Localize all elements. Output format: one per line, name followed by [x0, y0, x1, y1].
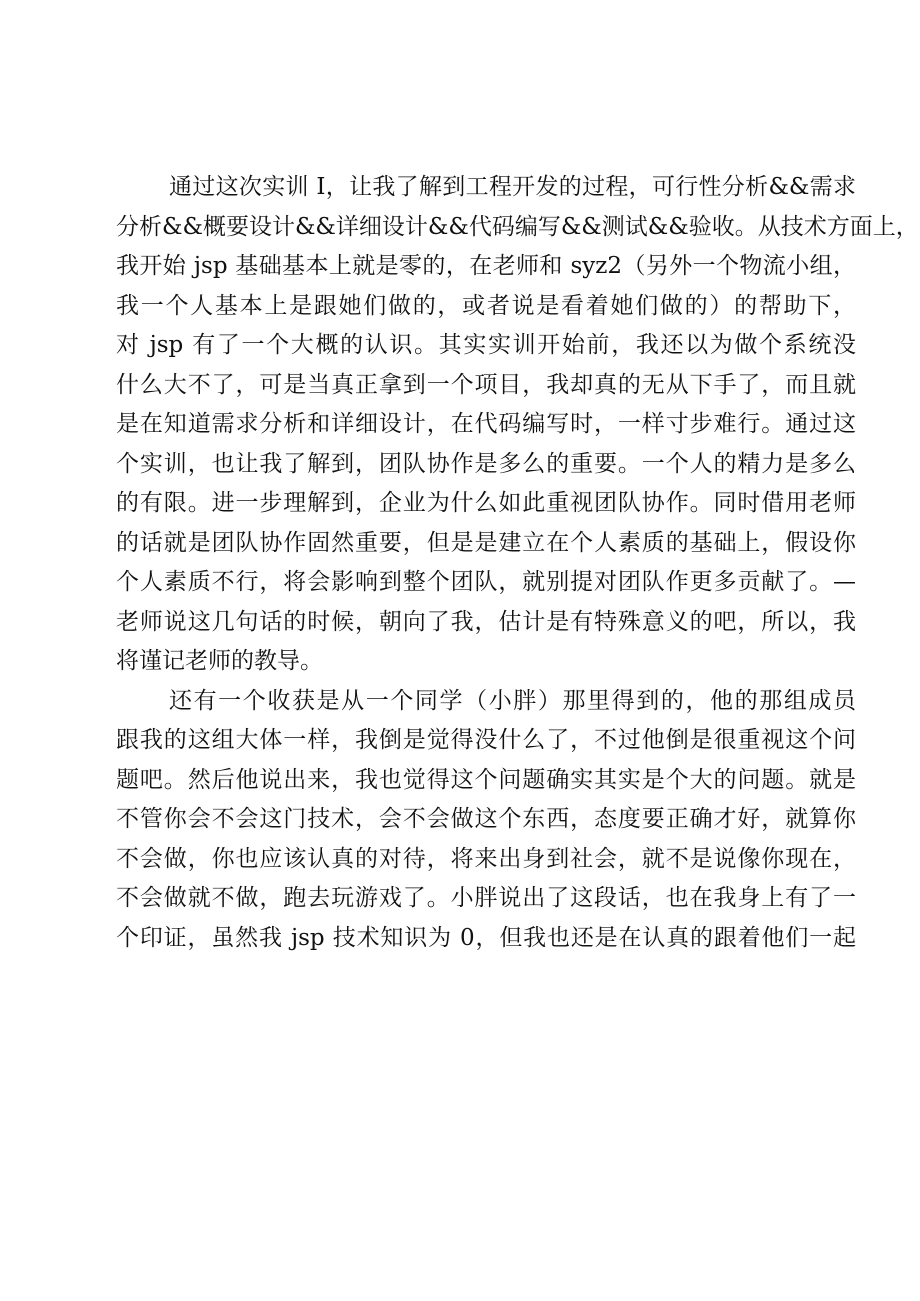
text-line: 老师说这几句话的时候，朝向了我，估计是有特殊意义的吧，所以，我 [116, 608, 856, 635]
text-line: 什么大不了，可是当真正拿到一个项目，我却真的无从下手了，而且就 [116, 371, 856, 398]
text-line: 不会做就不做，跑去玩游戏了。小胖说出了这段话，也在我身上有了一 [116, 885, 856, 911]
text-line: 个人素质不行，将会影响到整个团队，就别提对团队作更多贡献了。— [116, 569, 856, 595]
text-line: 还有一个收获是从一个同学（小胖）那里得到的，他的那组成员 [169, 687, 856, 714]
text-line: 将谨记老师的教导。 [116, 648, 323, 674]
text-line: 通过这次实训 I，让我了解到工程开发的过程，可行性分析&&需求 [169, 174, 856, 200]
text-line: 个印证，虽然我 jsp 技术知识为 0，但我也还是在认真的跟着他们一起 [116, 924, 856, 951]
text-line: 个实训，也让我了解到，团队协作是多么的重要。一个人的精力是多么 [116, 450, 856, 477]
text-line: 我一个人基本上是跟她们做的，或者说是看着她们做的）的帮助下， [116, 292, 856, 319]
paragraph-1 [116, 168, 919, 682]
text-line: 不管你会不会这门技术，会不会做这个东西，态度要正确才好，就算你 [116, 806, 856, 832]
text-line: 我开始 jsp 基础基本上就是零的，在老师和 syz2（另外一个物流小组， [116, 253, 856, 279]
text-line: 跟我的这组大体一样，我倒是觉得没什么了，不过他倒是很重视这个问 [116, 727, 856, 753]
text-line: 分析&&概要设计&&详细设计&&代码编写&&测试&&验收。从技术方面上， [116, 213, 919, 240]
text-line: 不会做，你也应该认真的对待，将来出身到社会，就不是说像你现在， [116, 845, 856, 872]
text-line: 题吧。然后他说出来，我也觉得这个问题确实其实是个大的问题。就是 [116, 766, 856, 793]
paragraph-2 [116, 682, 856, 959]
text-line: 是在知道需求分析和详细设计，在代码编写时，一样寸步难行。通过这 [116, 411, 856, 437]
text-line: 的话就是团队协作固然重要，但是是建立在个人素质的基础上，假设你 [116, 529, 856, 556]
text-line: 的有限。进一步理解到，企业为什么如此重视团队协作。同时借用老师 [116, 490, 856, 516]
text-line: 对 jsp 有了一个大概的认识。其实实训开始前，我还以为做个系统没 [116, 332, 856, 358]
document-body [116, 168, 919, 958]
